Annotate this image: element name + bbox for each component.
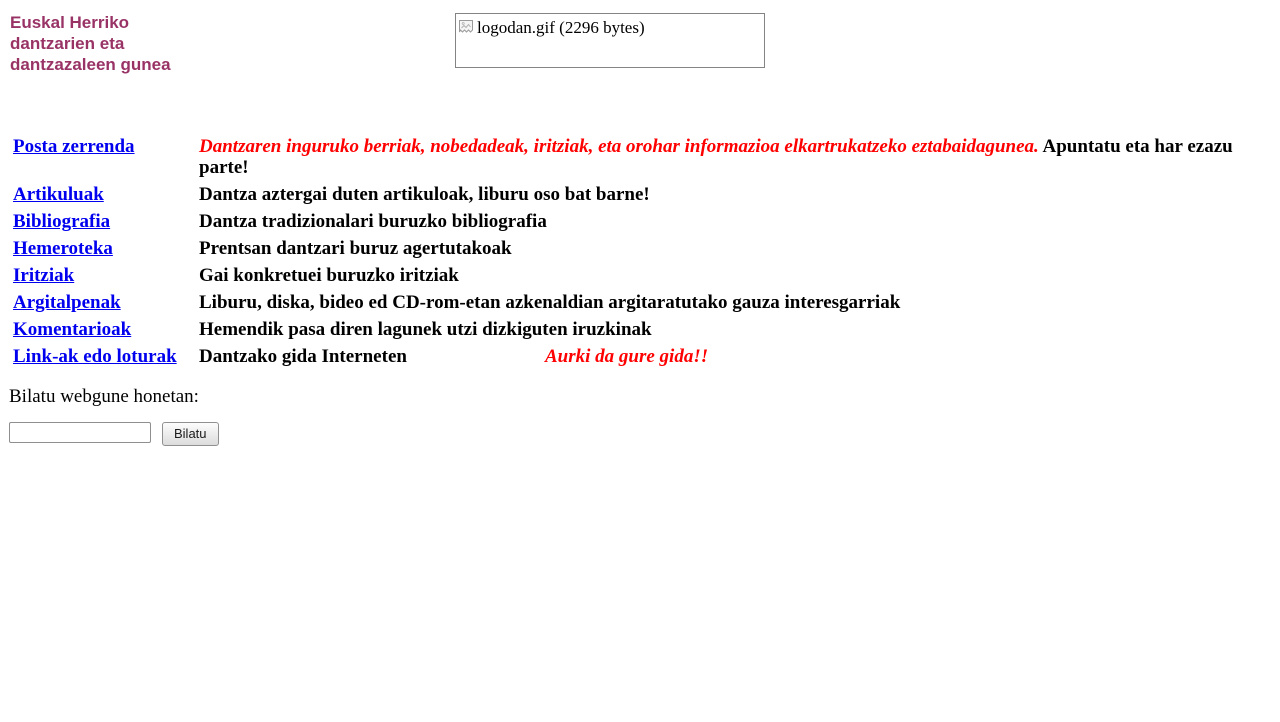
broken-image-icon [459, 20, 473, 40]
search-label: Bilatu webgune honetan: [9, 386, 199, 407]
search-button[interactable]: Bilatu [162, 422, 219, 446]
menu-row-artikuluak [10, 182, 1270, 207]
menu-link-artikuluak[interactable]: Artikuluak [13, 184, 104, 205]
search-form [9, 422, 1272, 446]
menu-desc-linkak: Dantzako gida Interneten [199, 346, 407, 367]
main-menu-table [8, 132, 1272, 371]
menu-row-iritziak [10, 263, 1270, 288]
menu-desc-highlight-posta-zerrenda: Dantzaren inguruko berriak, nobedadeak, iritziak, eta orohar informazioa elkartrukatzeko eztabaidagunea. [199, 136, 1039, 157]
menu-link-hemeroteka[interactable]: Hemeroteka [13, 238, 113, 259]
menu-row-komentarioak [10, 317, 1270, 342]
menu-desc-komentarioak: Hemendik pasa diren lagunek utzi dizkiguten iruzkinak [199, 319, 652, 340]
broken-image-alt-text: logodan.gif (2296 bytes) [477, 18, 645, 37]
menu-row-argitalpenak [10, 290, 1270, 315]
search-section [9, 386, 1272, 446]
menu-desc-posta-zerrenda: Apuntatu eta har ezazu parte! [199, 136, 1233, 178]
menu-row-bibliografia [10, 209, 1270, 234]
menu-row-posta-zerrenda [10, 134, 1270, 180]
menu-desc-artikuluak: Dantza aztergai duten artikuloak, liburu oso bat barne! [199, 184, 650, 205]
menu-row-hemeroteka [10, 236, 1270, 261]
search-input[interactable] [9, 422, 151, 443]
menu-link-komentarioak[interactable]: Komentarioak [13, 319, 132, 340]
menu-desc-iritziak: Gai konkretuei buruzko iritziak [199, 265, 459, 286]
menu-link-posta-zerrenda[interactable]: Posta zerrenda [13, 136, 135, 157]
menu-link-argitalpenak[interactable]: Argitalpenak [13, 292, 121, 313]
menu-row-linkak [10, 344, 1270, 369]
menu-desc-hemeroteka: Prentsan dantzari buruz agertutakoak [199, 238, 512, 259]
broken-image-box [455, 13, 765, 68]
menu-link-iritziak[interactable]: Iritziak [13, 265, 75, 286]
menu-desc-argitalpenak: Liburu, diska, bideo ed CD-rom-etan azkenaldian argitaratutako gauza interesgarriak [199, 292, 901, 313]
menu-link-bibliografia[interactable]: Bibliografia [13, 211, 111, 232]
menu-link-linkak[interactable]: Link-ak edo loturak [13, 346, 177, 367]
page-header [8, 8, 1272, 132]
menu-desc-highlight-linkak: Aurki da gure gida!! [545, 346, 709, 367]
site-title: Euskal Herriko dantzarien eta dantzazaleen gunea [10, 13, 171, 74]
menu-desc-bibliografia: Dantza tradizionalari buruzko bibliografia [199, 211, 547, 232]
